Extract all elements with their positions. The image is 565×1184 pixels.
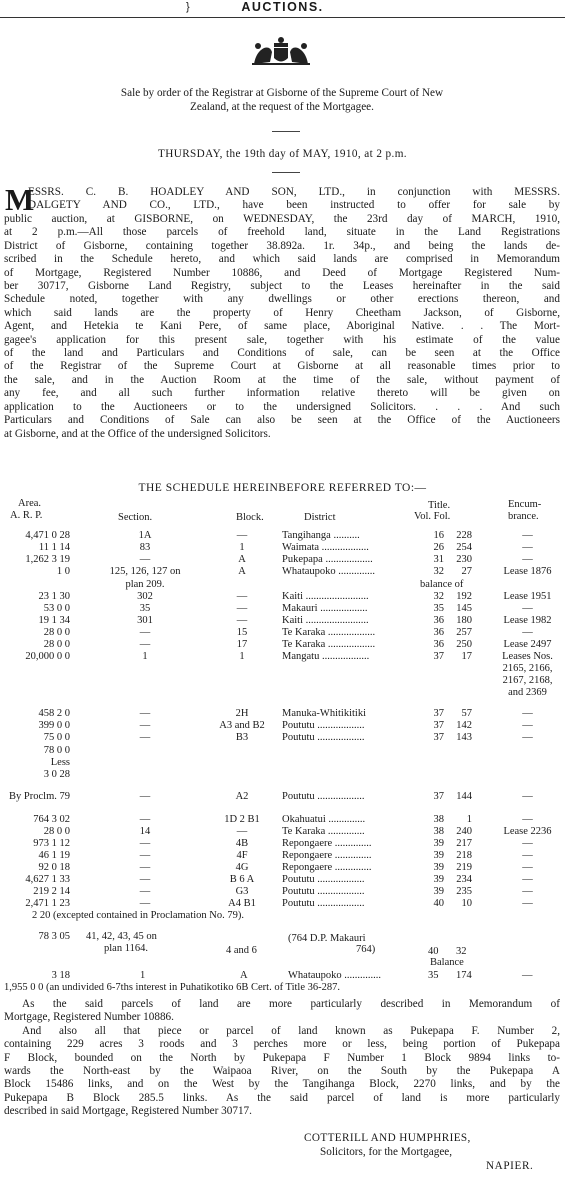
table-cell-section: 41, 42, 43, 45 on: [86, 931, 157, 942]
table-cell-encumbrance: Leases Nos.: [502, 651, 553, 662]
body-line: Schedule noted, together with any dwellings or other erections thereon, and: [4, 293, 560, 306]
table-cell-district: Whataupoko ..............: [282, 566, 376, 577]
table-cell-area: 219 2 14: [33, 886, 70, 897]
table-cell-block: —: [236, 530, 248, 541]
table-cell-fol: 17: [461, 651, 472, 662]
table-cell-section: 302: [137, 591, 153, 602]
table-cell-area: 1 0: [56, 566, 70, 577]
table-cell-vol: 26: [433, 542, 444, 553]
table-cell-balance: Balance: [430, 957, 464, 968]
table-cell-district: 764): [356, 944, 376, 955]
table-cell-block: A: [238, 554, 246, 565]
notice-body: [28, 186, 560, 213]
table-cell-area: 973 1 12: [33, 838, 70, 849]
table-cell-section: plan 209.: [125, 579, 165, 590]
body-line: Pukepapa B Block 285.5 links. As the said parcel of land is more particularly: [4, 1091, 560, 1104]
table-cell-vol: 32: [433, 591, 444, 602]
body-line: ber 30717, Gisborne Land Registry, subject to the Leases hereinafter in the said: [4, 280, 560, 293]
table-cell-fol: 230: [456, 554, 472, 565]
table-cell-area: 53 0 0: [43, 603, 70, 614]
table-cell-vol: 35: [433, 603, 444, 614]
table-cell-block: A: [238, 566, 246, 577]
table-cell-area: 458 2 0: [38, 708, 70, 719]
col-header-district: District: [304, 512, 336, 523]
table-cell-encumbrance: Lease 1876: [503, 566, 552, 577]
table-cell-vol: 37: [433, 708, 444, 719]
table-cell-encumbrance: —: [522, 850, 533, 861]
table-cell-area: 28 0 0: [43, 639, 70, 650]
table-cell-district: Manuka-Whitikitiki: [282, 708, 366, 719]
table-cell-fol: 218: [456, 850, 472, 861]
table-cell-block: 1: [239, 542, 245, 553]
table-cell-area: 11 1 14: [38, 542, 70, 553]
col-header-title: Title.: [428, 500, 451, 511]
undivided-note: 1,955 0 0 (an undivided 6-7ths interest in Puhatikotiko 6B Cert. of Title 36-287.: [4, 982, 340, 993]
table-cell-section: 1A: [138, 530, 152, 541]
table-cell-section: —: [139, 814, 151, 825]
table-cell-fol: 57: [461, 708, 472, 719]
table-cell-district: Pukepapa ..................: [282, 554, 373, 565]
table-cell-area: By Proclm. 79: [9, 791, 70, 802]
divider: [272, 172, 300, 173]
table-cell-vol: balance of: [420, 579, 464, 590]
table-cell-district: Poututu ..................: [282, 898, 365, 909]
table-cell-block: A3 and B2: [219, 720, 265, 731]
table-cell-block: 1D 2 B1: [224, 814, 260, 825]
table-cell-district: Kaiti ........................: [282, 591, 369, 602]
body-line: described in said Mortgage, Registered Number 30717.: [4, 1105, 252, 1118]
table-cell-encumbrance: and 2369: [508, 687, 547, 698]
table-cell-section: 125, 126, 127 on: [109, 566, 181, 577]
table-cell-block: A: [240, 970, 248, 981]
table-cell-section: 83: [139, 542, 151, 553]
table-cell-block: G3: [235, 886, 249, 897]
intro-line-2: Zealand, at the request of the Mortgagee.: [190, 101, 374, 113]
divider: [272, 131, 300, 132]
table-cell-encumbrance: —: [522, 886, 533, 897]
table-cell-district: Kaiti ........................: [282, 615, 369, 626]
table-cell-section: 301: [137, 615, 153, 626]
table-cell-area: 28 0 0: [43, 826, 70, 837]
table-cell-district: Makauri ..................: [282, 603, 368, 614]
col-header-arp: A. R. P.: [10, 510, 43, 521]
body-line: F Block, bounded on the North by Pukepapa F Number 1 Block 9894 links to-: [4, 1051, 560, 1064]
table-cell-area: 46 1 19: [38, 850, 70, 861]
table-cell-district: Te Karaka ..................: [282, 639, 376, 650]
table-cell-district: Repongaere ..............: [282, 862, 372, 873]
table-cell-block: 4G: [235, 862, 249, 873]
body-line: the sale, and in the Auction Room at the time of the sale, without payment of: [4, 373, 560, 386]
table-cell-district: Poututu ..................: [282, 720, 365, 731]
table-cell-fol: 219: [456, 862, 472, 873]
signature-firm: COTTERILL AND HUMPHRIES,: [304, 1132, 471, 1144]
date-line: THURSDAY, the 19th day of MAY, 1910, at 2 p.m.: [158, 148, 407, 160]
body-line: District of Gisborne, containing together 38.892a. 1r. 34p., and being the lands de-: [4, 239, 560, 252]
table-cell-fol: 235: [456, 886, 472, 897]
table-cell-section: 14: [139, 826, 151, 837]
table-cell-fol: 217: [456, 838, 472, 849]
table-cell-district: Poututu ..................: [282, 874, 365, 885]
signature-place: NAPIER.: [486, 1160, 534, 1172]
col-header-encumbrance: Encum-: [508, 499, 542, 510]
table-cell-block: —: [236, 826, 248, 837]
header-rule: [0, 17, 565, 18]
table-cell-vol: 37: [433, 791, 444, 802]
table-cell-block: —: [236, 603, 248, 614]
royal-coat-of-arms-icon: [244, 36, 318, 66]
table-cell-encumbrance: —: [522, 554, 533, 565]
table-cell-vol: 37: [433, 651, 444, 662]
body-line: DALGETY AND CO., LTD., have been instructed to offer for sale by: [28, 199, 560, 212]
intro-line-1: Sale by order of the Registrar at Gisborne of the Supreme Court of New: [120, 87, 444, 99]
body-line: containing 229 acres 3 roods and 3 perches more or less, being portion of Pukepapa: [4, 1038, 560, 1051]
table-cell-district: Repongaere ..............: [282, 838, 372, 849]
col-header-encumbrance-2: brance.: [508, 511, 539, 522]
table-cell-block: B 6 A: [229, 874, 255, 885]
table-cell-area: 399 0 0: [38, 720, 70, 731]
table-cell-section: —: [139, 886, 151, 897]
table-cell-fol: 234: [456, 874, 472, 885]
table-cell-area: 3 0 28: [43, 769, 70, 780]
table-cell-encumbrance: —: [522, 898, 533, 909]
body-line: Particulars and Conditions of Sale can also be seen at the Office of the Auctioneers: [4, 414, 560, 427]
table-cell-block: A4 B1: [228, 898, 256, 909]
table-cell-fol: 180: [456, 615, 472, 626]
table-cell-vol: 36: [433, 615, 444, 626]
table-cell-encumbrance: 2165, 2166,: [502, 663, 553, 674]
table-cell-district: Repongaere ..............: [282, 850, 372, 861]
table-cell-area: 75 0 0: [43, 732, 70, 743]
table-cell-area: 92 0 18: [38, 862, 70, 873]
table-cell-encumbrance: —: [522, 814, 533, 825]
body-line: public auction, at GISBORNE, on WEDNESDAY, the 23rd day of MARCH, 1910,: [4, 213, 560, 225]
table-cell-block: 15: [236, 627, 248, 638]
table-cell-block: 4B: [235, 838, 249, 849]
table-cell-district: Poututu ..................: [282, 732, 365, 743]
table-cell-encumbrance: —: [522, 838, 533, 849]
body-line: which said lands are the property of Henry Cheetham Jackson, of Gisborne,: [4, 306, 560, 319]
table-cell-fol: 144: [456, 791, 472, 802]
table-cell-block: 4 and 6: [226, 945, 257, 956]
table-cell-section: plan 1164.: [104, 943, 148, 954]
table-cell-encumbrance: —: [522, 708, 533, 719]
table-cell-encumbrance: —: [522, 542, 533, 553]
table-cell-fol: 1: [466, 814, 472, 825]
page-header: [0, 0, 565, 14]
closing-text: [4, 998, 560, 1119]
table-cell-section: —: [139, 554, 151, 565]
table-cell-fol: 27: [461, 566, 472, 577]
table-cell-vol: 35: [428, 970, 439, 981]
header-mark: }: [186, 1, 192, 13]
table-cell-area: 28 0 0: [43, 627, 70, 638]
table-cell-district: Te Karaka ..............: [282, 826, 365, 837]
body-line: wards the North-east by the Waipaoa River, on the South by the Pukepapa A: [4, 1065, 560, 1078]
col-header-area: Area.: [18, 498, 42, 509]
table-cell-vol: 39: [433, 874, 444, 885]
table-cell-block: A2: [235, 791, 249, 802]
col-header-section: Section.: [118, 512, 153, 523]
table-cell-block: 1: [239, 651, 245, 662]
table-cell-district: Waimata ..................: [282, 542, 369, 553]
table-cell-district: Tangihanga ..........: [282, 530, 360, 541]
table-cell-section: —: [139, 862, 151, 873]
body-line: at 2 p.m.—All those parcels of freehold land, situate in the Land Registrations: [4, 226, 560, 239]
table-cell-vol: 36: [433, 639, 444, 650]
body-line: As the said parcels of land are more particularly described in Memorandum of: [22, 998, 560, 1010]
body-line: Agent, and Hetekia te Kani Pere, of same place, Aboriginal Native. . . The Mort-: [4, 320, 560, 333]
table-cell-encumbrance: —: [522, 791, 533, 802]
col-header-volfol: Vol. Fol.: [414, 511, 451, 522]
section-title: AUCTIONS.: [241, 0, 324, 14]
body-line: gagee's application for this present sale, together with his estimate of the value: [4, 333, 560, 346]
table-cell-area: 23 1 30: [38, 591, 70, 602]
table-cell-section: —: [139, 720, 151, 731]
body-line: ESSRS. C. B. HOADLEY AND SON, LTD., in conjunction with MESSRS.: [28, 186, 560, 198]
body-line: of the land and Particulars and Conditions of sale, can be seen at the Office: [4, 347, 560, 360]
table-cell-encumbrance: 2167, 2168,: [502, 675, 553, 686]
table-cell-vol: 36: [433, 627, 444, 638]
table-cell-vol: 31: [433, 554, 444, 565]
table-cell-vol: 32: [433, 566, 444, 577]
table-cell-fol: 142: [456, 720, 472, 731]
body-line: And also all that piece or parcel of land known as Pukepapa F. Number 2,: [22, 1024, 560, 1037]
table-cell-section: —: [139, 732, 151, 743]
body-line: at Gisborne, and at the Office of the undersigned Solicitors.: [4, 427, 271, 440]
table-cell-section: 35: [139, 603, 151, 614]
table-cell-section: 1: [142, 651, 148, 662]
table-cell-area: 19 1 34: [38, 615, 70, 626]
table-cell-section: —: [139, 791, 151, 802]
table-cell-encumbrance: Lease 2497: [503, 639, 552, 650]
table-cell-encumbrance: —: [522, 970, 533, 981]
table-cell-district: Mangatu ..................: [282, 651, 370, 662]
table-cell-vol: 40: [428, 946, 439, 957]
table-cell-section: 1: [140, 970, 146, 981]
table-cell-fol: 257: [456, 627, 472, 638]
table-cell-vol: 40: [433, 898, 444, 909]
body-line: of Mortgage, Registered Number 10886, and Deed of Mortgage Registered Num-: [4, 266, 560, 279]
table-cell-section: —: [139, 850, 151, 861]
table-cell-block: 2H: [235, 708, 249, 719]
table-cell-block: —: [236, 615, 248, 626]
table-cell-vol: 39: [433, 886, 444, 897]
body-line: application to the Auctioneers or to the undersigned Solicitors. . . . And such: [4, 400, 560, 413]
table-cell-area: 3 18: [51, 970, 70, 981]
table-cell-block: 4F: [236, 850, 248, 861]
table-cell-section: —: [139, 708, 151, 719]
table-cell-fol: 143: [456, 732, 472, 743]
table-cell-encumbrance: —: [522, 732, 533, 743]
table-cell-vol: 39: [433, 862, 444, 873]
table-cell-fol: 174: [456, 970, 472, 981]
schedule-title: THE SCHEDULE HEREINBEFORE REFERRED TO:—: [138, 482, 427, 494]
excepted-note: 2 20 (excepted contained in Proclamation No. 79).: [32, 910, 244, 921]
table-cell-fol: 145: [456, 603, 472, 614]
table-cell-block: B3: [235, 732, 249, 743]
body-line: scribed in the Schedule hereto, and which said lands are comprised in Memorandum: [4, 253, 560, 266]
table-cell-area: 4,471 0 28: [25, 530, 70, 541]
body-line: Block 15486 links, and on the West by the Tangihanga Block, 2270 links, and by the: [4, 1078, 560, 1091]
table-cell-section: —: [139, 838, 151, 849]
table-cell-fol: 228: [456, 530, 472, 541]
table-cell-area: 4,627 1 33: [25, 874, 70, 885]
table-cell-block: —: [236, 591, 248, 602]
table-cell-fol: 192: [456, 591, 472, 602]
table-cell-area: 2,471 1 23: [25, 898, 70, 909]
table-cell-encumbrance: —: [522, 530, 533, 541]
table-cell-vol: 38: [433, 814, 444, 825]
table-cell-section: —: [139, 627, 151, 638]
signature-role: Solicitors, for the Mortgagee,: [320, 1146, 453, 1158]
table-cell-block: 17: [236, 639, 248, 650]
table-cell-area: 20,000 0 0: [25, 651, 70, 662]
table-cell-encumbrance: Lease 1951: [503, 591, 552, 602]
table-cell-encumbrance: Lease 2236: [503, 826, 552, 837]
table-cell-fol: 254: [456, 542, 472, 553]
table-cell-encumbrance: —: [522, 720, 533, 731]
table-cell-encumbrance: —: [522, 862, 533, 873]
table-cell-section: —: [139, 639, 151, 650]
table-cell-vol: 38: [433, 826, 444, 837]
col-header-block: Block.: [236, 512, 264, 523]
table-cell-encumbrance: Lease 1982: [503, 615, 552, 626]
table-cell-vol: 16: [433, 530, 444, 541]
table-cell-area: 1,262 3 19: [25, 554, 70, 565]
table-cell-encumbrance: —: [522, 603, 533, 614]
table-cell-district: Okahuatui ..............: [282, 814, 366, 825]
table-cell-area: Less: [50, 757, 70, 768]
table-cell-encumbrance: —: [522, 874, 533, 885]
table-cell-vol: 39: [433, 850, 444, 861]
table-cell-district: Poututu ..................: [282, 791, 365, 802]
table-cell-area: 764 3 02: [33, 814, 70, 825]
table-cell-district: Te Karaka ..................: [282, 627, 376, 638]
drop-cap: M: [5, 182, 35, 217]
table-cell-district: Whataupoko ..............: [288, 970, 382, 981]
table-cell-district: (764 D.P. Makauri: [288, 933, 366, 944]
table-cell-vol: 37: [433, 720, 444, 731]
body-line: Mortgage, Registered Number 10886.: [4, 1011, 174, 1024]
table-cell-section: —: [139, 874, 151, 885]
notice-body-cont: [4, 213, 560, 441]
body-line: of the Registrar of the Supreme Court at Gisborne at all reasonable times prior to: [4, 360, 560, 373]
table-cell-district: Poututu ..................: [282, 886, 365, 897]
table-cell-vol: 39: [433, 838, 444, 849]
table-cell-fol: 250: [456, 639, 472, 650]
body-line: any fee, and all such further information relative thereto will be given on: [4, 387, 560, 400]
table-cell-fol: 10: [461, 898, 472, 909]
table-cell-area: 78 3 05: [38, 931, 70, 942]
table-cell-area: 78 0 0: [43, 745, 70, 756]
table-cell-vol: 37: [433, 732, 444, 743]
table-cell-fol: 32: [456, 946, 467, 957]
table-cell-section: —: [139, 898, 151, 909]
table-cell-fol: 240: [456, 826, 472, 837]
table-cell-encumbrance: —: [522, 627, 533, 638]
